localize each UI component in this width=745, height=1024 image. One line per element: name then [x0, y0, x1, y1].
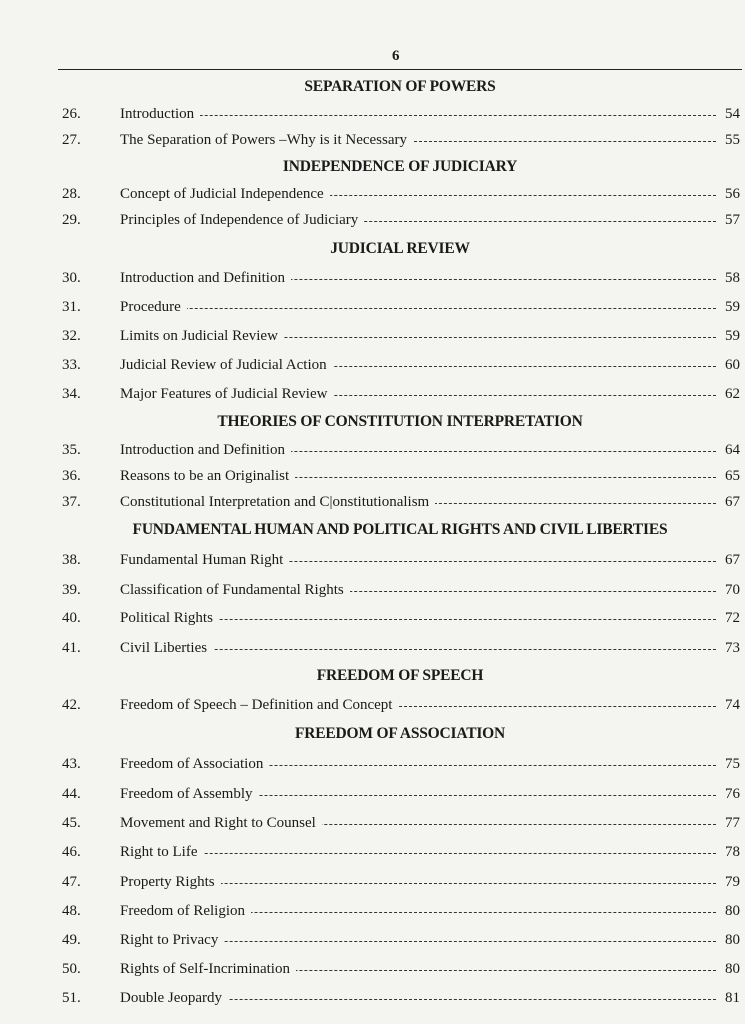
- dot-leader: [120, 308, 716, 309]
- entry-page: 78: [721, 842, 740, 862]
- entry-title: Introduction and Definition: [120, 440, 291, 460]
- entry-page: 67: [721, 492, 740, 512]
- section-heading: FREEDOM OF SPEECH: [316, 667, 484, 684]
- entry-title: Introduction and Definition: [120, 268, 291, 288]
- entry-title: Principles of Independence of Judiciary: [120, 210, 364, 230]
- entry-number: 35.: [62, 442, 81, 458]
- entry-page: 76: [721, 784, 740, 804]
- entry-page: 70: [721, 580, 740, 600]
- entry-number: 38.: [62, 552, 81, 568]
- toc-entry[interactable]: [62, 440, 740, 460]
- section-heading: SEPARATION OF POWERS: [304, 78, 496, 95]
- entry-page: 58: [721, 268, 740, 288]
- entry-number: 51.: [62, 990, 81, 1006]
- entry-title: Civil Liberties: [120, 638, 213, 658]
- entry-page: 79: [721, 872, 740, 892]
- toc-entry[interactable]: [62, 104, 740, 124]
- toc-entry[interactable]: [62, 550, 740, 570]
- toc-entry[interactable]: [62, 638, 740, 658]
- entry-page: 57: [721, 210, 740, 230]
- entry-title: Freedom of Assembly: [120, 784, 259, 804]
- toc-entry[interactable]: [62, 580, 740, 600]
- toc-entry[interactable]: [62, 355, 740, 375]
- entry-title: The Separation of Powers –Why is it Necessary: [120, 130, 413, 150]
- entry-number: 44.: [62, 786, 81, 802]
- entry-page: 81: [721, 988, 740, 1008]
- entry-title: Major Features of Judicial Review: [120, 384, 333, 404]
- toc-entry[interactable]: [62, 813, 740, 833]
- toc-entry[interactable]: [62, 988, 740, 1008]
- entry-number: 39.: [62, 582, 81, 598]
- entry-page: 80: [721, 959, 740, 979]
- entry-title: Concept of Judicial Independence: [120, 184, 330, 204]
- entry-page: 65: [721, 466, 740, 486]
- entry-page: 54: [721, 104, 740, 124]
- dot-leader: [120, 115, 716, 116]
- entry-number: 46.: [62, 844, 81, 860]
- entry-title: Freedom of Association: [120, 754, 269, 774]
- entry-page: 80: [721, 901, 740, 921]
- entry-title: Right to Life: [120, 842, 204, 862]
- entry-number: 30.: [62, 270, 81, 286]
- entry-title: Constitutional Interpretation and C|onstitutionalism: [120, 492, 435, 512]
- toc-entry[interactable]: [62, 297, 740, 317]
- entry-page: 59: [721, 326, 740, 346]
- entry-number: 32.: [62, 328, 81, 344]
- toc-entry[interactable]: [62, 384, 740, 404]
- entry-number: 29.: [62, 212, 81, 228]
- entry-number: 33.: [62, 357, 81, 373]
- entry-page: 75: [721, 754, 740, 774]
- entry-number: 49.: [62, 932, 81, 948]
- entry-number: 47.: [62, 874, 81, 890]
- entry-page: 72: [721, 608, 740, 628]
- toc-entry[interactable]: [62, 784, 740, 804]
- toc-entry[interactable]: [62, 842, 740, 862]
- entry-number: 31.: [62, 299, 81, 315]
- entry-title: Freedom of Speech – Definition and Concept: [120, 695, 398, 715]
- toc-entry[interactable]: [62, 959, 740, 979]
- entry-number: 50.: [62, 961, 81, 977]
- entry-page: 56: [721, 184, 740, 204]
- entry-page: 77: [721, 813, 740, 833]
- entry-page: 59: [721, 297, 740, 317]
- entry-page: 62: [721, 384, 740, 404]
- section-heading: FUNDAMENTAL HUMAN AND POLITICAL RIGHTS AND CIVIL LIBERTIES: [132, 521, 668, 538]
- toc-entry[interactable]: [62, 466, 740, 486]
- entry-number: 26.: [62, 106, 81, 122]
- toc-entry[interactable]: [62, 695, 740, 715]
- page-number: 6: [392, 48, 400, 64]
- entry-title: Classification of Fundamental Rights: [120, 580, 350, 600]
- entry-page: 67: [721, 550, 740, 570]
- entry-page: 55: [721, 130, 740, 150]
- entry-page: 74: [721, 695, 740, 715]
- entry-number: 27.: [62, 132, 81, 148]
- toc-entry[interactable]: [62, 754, 740, 774]
- entry-title: Judicial Review of Judicial Action: [120, 355, 333, 375]
- section-heading: FREEDOM OF ASSOCIATION: [294, 725, 506, 742]
- entry-number: 40.: [62, 610, 81, 626]
- entry-title: Right to Privacy: [120, 930, 224, 950]
- section-heading: JUDICIAL REVIEW: [330, 240, 470, 257]
- section-heading: THEORIES OF CONSTITUTION INTERPRETATION: [217, 413, 583, 430]
- entry-number: 43.: [62, 756, 81, 772]
- entry-number: 48.: [62, 903, 81, 919]
- top-rule: [58, 69, 742, 70]
- dot-leader: [120, 853, 716, 854]
- toc-entry[interactable]: [62, 930, 740, 950]
- entry-number: 36.: [62, 468, 81, 484]
- toc-entry[interactable]: [62, 210, 740, 230]
- entry-number: 45.: [62, 815, 81, 831]
- entry-title: Movement and Right to Counsel: [120, 813, 322, 833]
- entry-page: 64: [721, 440, 740, 460]
- toc-entry[interactable]: [62, 492, 740, 512]
- toc-entry[interactable]: [62, 326, 740, 346]
- entry-page: 73: [721, 638, 740, 658]
- toc-entry[interactable]: [62, 901, 740, 921]
- entry-title: Freedom of Religion: [120, 901, 251, 921]
- entry-title: Fundamental Human Right: [120, 550, 289, 570]
- entry-title: Introduction: [120, 104, 200, 124]
- entry-title: Reasons to be an Originalist: [120, 466, 295, 486]
- entry-title: Procedure: [120, 297, 187, 317]
- toc-entry[interactable]: [62, 184, 740, 204]
- toc-entry[interactable]: [62, 130, 740, 150]
- section-heading: INDEPENDENCE OF JUDICIARY: [282, 158, 518, 175]
- entry-title: Political Rights: [120, 608, 219, 628]
- toc-entry[interactable]: [62, 872, 740, 892]
- entry-number: 34.: [62, 386, 81, 402]
- entry-number: 42.: [62, 697, 81, 713]
- entry-number: 37.: [62, 494, 81, 510]
- entry-title: Property Rights: [120, 872, 221, 892]
- entry-title: Rights of Self-Incrimination: [120, 959, 296, 979]
- entry-title: Limits on Judicial Review: [120, 326, 284, 346]
- entry-number: 41.: [62, 640, 81, 656]
- toc-entry[interactable]: [62, 608, 740, 628]
- entry-page: 80: [721, 930, 740, 950]
- toc-entry[interactable]: [62, 268, 740, 288]
- entry-number: 28.: [62, 186, 81, 202]
- entry-page: 60: [721, 355, 740, 375]
- entry-title: Double Jeopardy: [120, 988, 228, 1008]
